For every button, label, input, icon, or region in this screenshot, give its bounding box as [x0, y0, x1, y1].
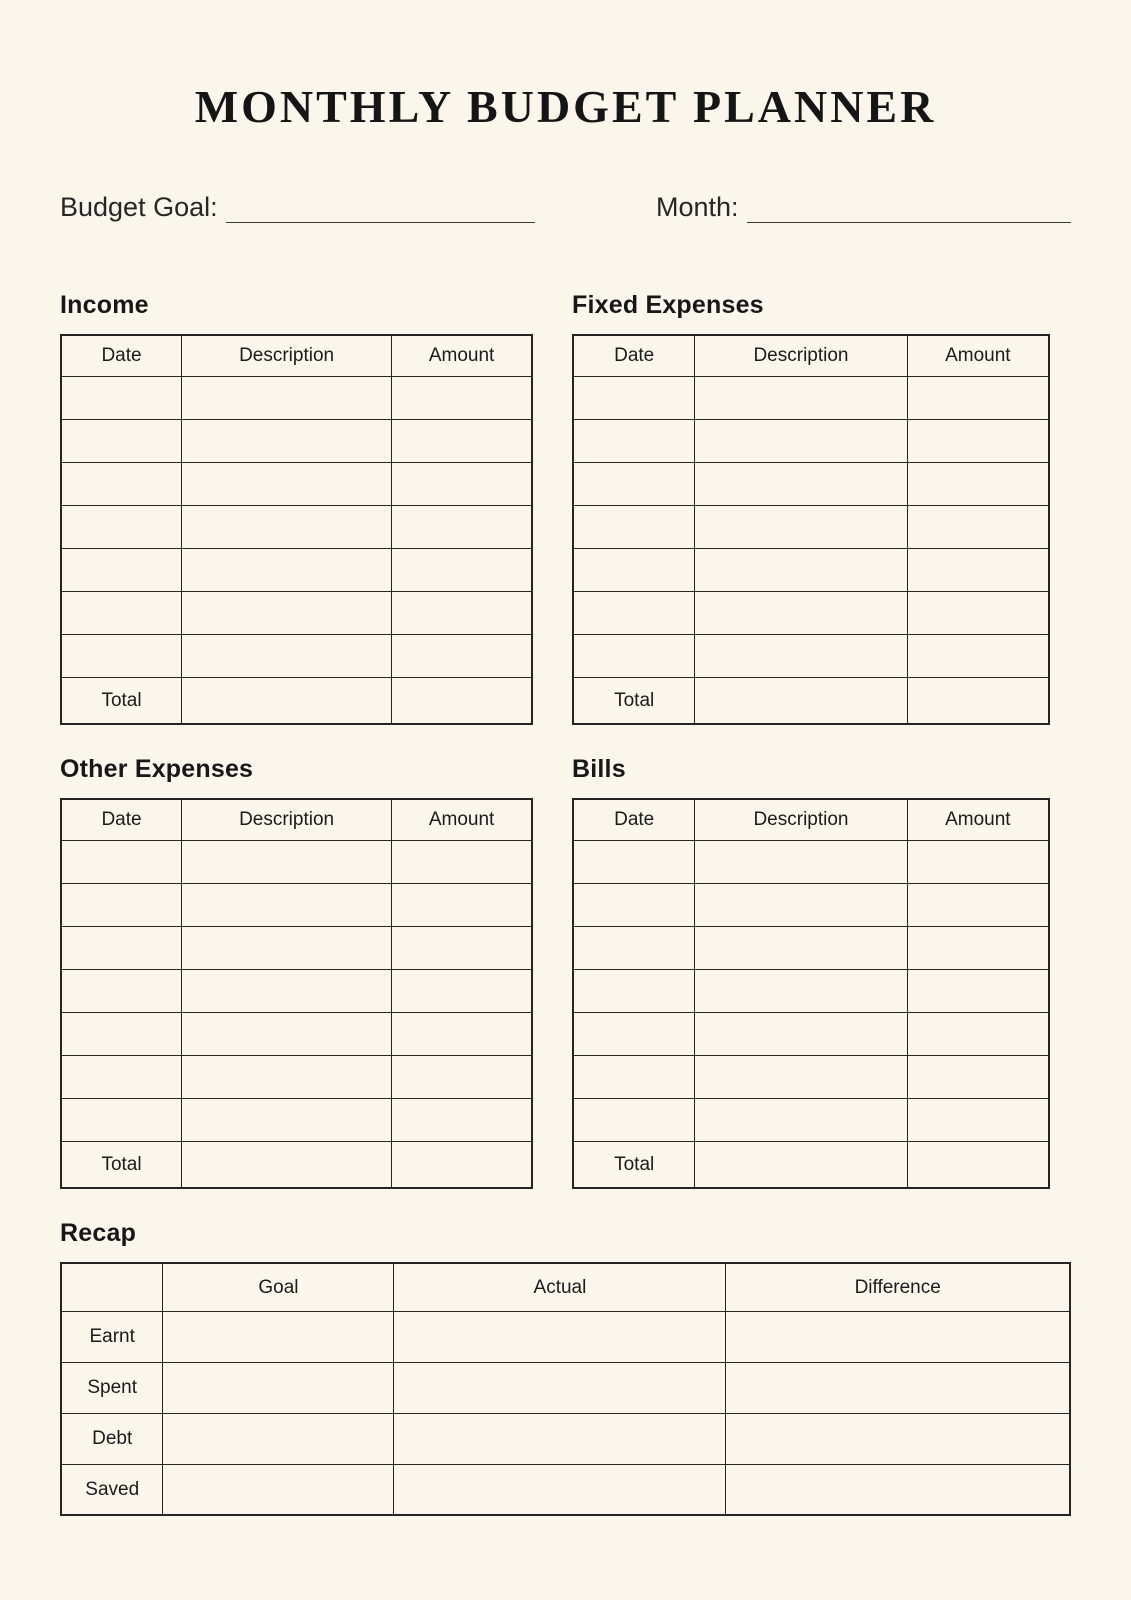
description-cell[interactable] [182, 840, 392, 883]
amount-cell[interactable] [907, 462, 1049, 505]
fixed-expenses-header-row [573, 335, 1049, 376]
description-cell[interactable] [182, 1098, 392, 1141]
saved-actual-cell[interactable] [394, 1464, 726, 1515]
spent-actual-cell[interactable] [394, 1362, 726, 1413]
amount-cell[interactable] [392, 883, 532, 926]
description-cell[interactable] [182, 883, 392, 926]
amount-cell[interactable] [907, 883, 1049, 926]
bills-table [572, 798, 1050, 1189]
date-cell[interactable] [573, 1098, 695, 1141]
date-cell[interactable] [61, 548, 182, 591]
spent-goal-cell[interactable] [163, 1362, 394, 1413]
other-expenses-entry-row [61, 926, 532, 969]
amount-cell[interactable] [907, 969, 1049, 1012]
budget-goal-label: Budget Goal: [60, 192, 218, 222]
debt-difference-cell[interactable] [726, 1413, 1070, 1464]
bills-entry-row [573, 969, 1049, 1012]
description-cell[interactable] [182, 1055, 392, 1098]
date-cell[interactable] [61, 591, 182, 634]
fixed-expenses-entry-row [573, 548, 1049, 591]
description-cell[interactable] [695, 462, 907, 505]
date-cell[interactable] [573, 926, 695, 969]
total-description-cell[interactable] [695, 677, 907, 724]
amount-cell[interactable] [907, 591, 1049, 634]
bills-total-label: Total [573, 1141, 695, 1188]
description-cell[interactable] [695, 548, 907, 591]
other-expenses-total-label: Total [61, 1141, 182, 1188]
description-cell[interactable] [182, 505, 392, 548]
amount-header: Amount [907, 799, 1049, 840]
fixed-expenses-total-label: Total [573, 677, 695, 724]
amount-cell[interactable] [392, 505, 532, 548]
total-amount-cell[interactable] [392, 677, 532, 724]
debt-label: Debt [61, 1413, 163, 1464]
description-cell[interactable] [695, 1055, 907, 1098]
date-cell[interactable] [61, 883, 182, 926]
amount-cell[interactable] [392, 926, 532, 969]
income-entry-row [61, 548, 532, 591]
income-entry-row [61, 462, 532, 505]
recap-row-debt [61, 1413, 1070, 1464]
tables-grid [60, 291, 1071, 1189]
date-cell[interactable] [573, 969, 695, 1012]
date-cell[interactable] [573, 462, 695, 505]
debt-goal-cell[interactable] [163, 1413, 394, 1464]
fixed-expenses-section [572, 291, 1050, 725]
description-header: Description [182, 335, 392, 376]
description-cell[interactable] [182, 376, 392, 419]
recap-row-spent [61, 1362, 1070, 1413]
date-cell[interactable] [573, 883, 695, 926]
amount-cell[interactable] [392, 376, 532, 419]
bills-header-row [573, 799, 1049, 840]
other-expenses-total-row [61, 1141, 532, 1188]
other-expenses-entry-row [61, 883, 532, 926]
fixed-expenses-entry-row [573, 376, 1049, 419]
amount-cell[interactable] [907, 1012, 1049, 1055]
difference-header: Difference [726, 1263, 1070, 1311]
other-expenses-entry-row [61, 1055, 532, 1098]
total-amount-cell[interactable] [392, 1141, 532, 1188]
description-cell[interactable] [695, 1098, 907, 1141]
date-cell[interactable] [61, 840, 182, 883]
earnt-actual-cell[interactable] [394, 1311, 726, 1362]
bills-section [572, 755, 1050, 1189]
saved-label: Saved [61, 1464, 163, 1515]
income-entry-row [61, 634, 532, 677]
date-cell[interactable] [61, 505, 182, 548]
amount-cell[interactable] [392, 1012, 532, 1055]
income-total-row [61, 677, 532, 724]
recap-corner-cell [61, 1263, 163, 1311]
other-expenses-section [60, 755, 533, 1189]
amount-cell[interactable] [907, 419, 1049, 462]
income-entry-row [61, 419, 532, 462]
date-cell[interactable] [61, 969, 182, 1012]
income-section [60, 291, 533, 725]
description-cell[interactable] [695, 591, 907, 634]
date-header: Date [61, 799, 182, 840]
amount-cell[interactable] [907, 1098, 1049, 1141]
description-cell[interactable] [182, 591, 392, 634]
fixed-expenses-total-row [573, 677, 1049, 724]
total-description-cell[interactable] [182, 677, 392, 724]
description-header: Description [182, 799, 392, 840]
bills-total-row [573, 1141, 1049, 1188]
fixed-expenses-entry-row [573, 462, 1049, 505]
amount-header: Amount [392, 799, 532, 840]
amount-cell[interactable] [392, 591, 532, 634]
amount-cell[interactable] [392, 634, 532, 677]
other-expenses-table [60, 798, 533, 1189]
amount-cell[interactable] [907, 376, 1049, 419]
budget-goal-field [60, 191, 535, 223]
description-cell[interactable] [182, 548, 392, 591]
description-cell[interactable] [695, 1012, 907, 1055]
month-input-line[interactable] [747, 206, 1071, 224]
date-cell[interactable] [61, 419, 182, 462]
description-cell[interactable] [182, 926, 392, 969]
date-cell[interactable] [573, 505, 695, 548]
description-header: Description [695, 799, 907, 840]
actual-header: Actual [394, 1263, 726, 1311]
amount-cell[interactable] [392, 840, 532, 883]
description-cell[interactable] [695, 634, 907, 677]
bills-entry-row [573, 840, 1049, 883]
date-cell[interactable] [573, 1012, 695, 1055]
date-cell[interactable] [61, 462, 182, 505]
amount-cell[interactable] [907, 926, 1049, 969]
amount-cell[interactable] [907, 1055, 1049, 1098]
earnt-goal-cell[interactable] [163, 1311, 394, 1362]
description-cell[interactable] [182, 634, 392, 677]
other-expenses-entry-row [61, 840, 532, 883]
recap-section-title: Recap [60, 1219, 137, 1248]
amount-cell[interactable] [392, 462, 532, 505]
description-cell[interactable] [182, 419, 392, 462]
month-label: Month: [656, 192, 739, 222]
bills-entry-row [573, 1098, 1049, 1141]
income-total-label: Total [61, 677, 182, 724]
amount-cell[interactable] [392, 548, 532, 591]
bills-entry-row [573, 1055, 1049, 1098]
fixed-expenses-entry-row [573, 634, 1049, 677]
fixed-expenses-entry-row [573, 419, 1049, 462]
earnt-difference-cell[interactable] [726, 1311, 1070, 1362]
amount-header: Amount [392, 335, 532, 376]
description-cell[interactable] [695, 505, 907, 548]
recap-row-saved [61, 1464, 1070, 1515]
amount-cell[interactable] [392, 1055, 532, 1098]
date-cell[interactable] [573, 634, 695, 677]
recap-row-earnt [61, 1311, 1070, 1362]
date-cell[interactable] [61, 1098, 182, 1141]
description-cell[interactable] [695, 419, 907, 462]
description-cell[interactable] [182, 462, 392, 505]
debt-actual-cell[interactable] [394, 1413, 726, 1464]
income-entry-row [61, 591, 532, 634]
other-expenses-entry-row [61, 1098, 532, 1141]
other-expenses-section-title: Other Expenses [60, 755, 254, 784]
fixed-expenses-entry-row [573, 505, 1049, 548]
total-description-cell[interactable] [182, 1141, 392, 1188]
date-cell[interactable] [61, 634, 182, 677]
earnt-label: Earnt [61, 1311, 163, 1362]
spent-difference-cell[interactable] [726, 1362, 1070, 1413]
date-cell[interactable] [61, 376, 182, 419]
income-entry-row [61, 505, 532, 548]
bills-entry-row [573, 1012, 1049, 1055]
date-cell[interactable] [573, 548, 695, 591]
fixed-expenses-section-title: Fixed Expenses [572, 291, 764, 320]
income-header-row [61, 335, 532, 376]
recap-section [60, 1219, 1071, 1516]
amount-cell[interactable] [392, 969, 532, 1012]
header-fields [60, 191, 1071, 223]
date-cell[interactable] [573, 1055, 695, 1098]
total-amount-cell[interactable] [907, 677, 1049, 724]
amount-cell[interactable] [907, 840, 1049, 883]
total-description-cell[interactable] [695, 1141, 907, 1188]
date-header: Date [573, 799, 695, 840]
fixed-expenses-entry-row [573, 591, 1049, 634]
other-expenses-entry-row [61, 1012, 532, 1055]
bills-section-title: Bills [572, 755, 626, 784]
date-cell[interactable] [573, 591, 695, 634]
spent-label: Spent [61, 1362, 163, 1413]
bills-entry-row [573, 883, 1049, 926]
date-header: Date [573, 335, 695, 376]
amount-header: Amount [907, 335, 1049, 376]
amount-cell[interactable] [907, 548, 1049, 591]
date-cell[interactable] [573, 376, 695, 419]
date-cell[interactable] [61, 1055, 182, 1098]
income-table [60, 334, 533, 725]
date-header: Date [61, 335, 182, 376]
description-cell[interactable] [182, 969, 392, 1012]
amount-cell[interactable] [392, 1098, 532, 1141]
description-cell[interactable] [695, 883, 907, 926]
description-cell[interactable] [182, 1012, 392, 1055]
recap-table [60, 1262, 1071, 1516]
total-amount-cell[interactable] [907, 1141, 1049, 1188]
amount-cell[interactable] [907, 505, 1049, 548]
recap-header-row [61, 1263, 1070, 1311]
other-expenses-entry-row [61, 969, 532, 1012]
budget-goal-input-line[interactable] [226, 206, 535, 224]
description-cell[interactable] [695, 376, 907, 419]
income-section-title: Income [60, 291, 149, 320]
description-cell[interactable] [695, 926, 907, 969]
amount-cell[interactable] [907, 634, 1049, 677]
description-header: Description [695, 335, 907, 376]
description-cell[interactable] [695, 840, 907, 883]
description-cell[interactable] [695, 969, 907, 1012]
amount-cell[interactable] [392, 419, 532, 462]
date-cell[interactable] [61, 926, 182, 969]
date-cell[interactable] [573, 419, 695, 462]
income-entry-row [61, 376, 532, 419]
date-cell[interactable] [573, 840, 695, 883]
month-field [656, 191, 1071, 223]
bills-entry-row [573, 926, 1049, 969]
saved-goal-cell[interactable] [163, 1464, 394, 1515]
saved-difference-cell[interactable] [726, 1464, 1070, 1515]
fixed-expenses-table [572, 334, 1050, 725]
goal-header: Goal [163, 1263, 394, 1311]
page-title: MONTHLY BUDGET PLANNER [194, 81, 937, 132]
other-expenses-header-row [61, 799, 532, 840]
date-cell[interactable] [61, 1012, 182, 1055]
